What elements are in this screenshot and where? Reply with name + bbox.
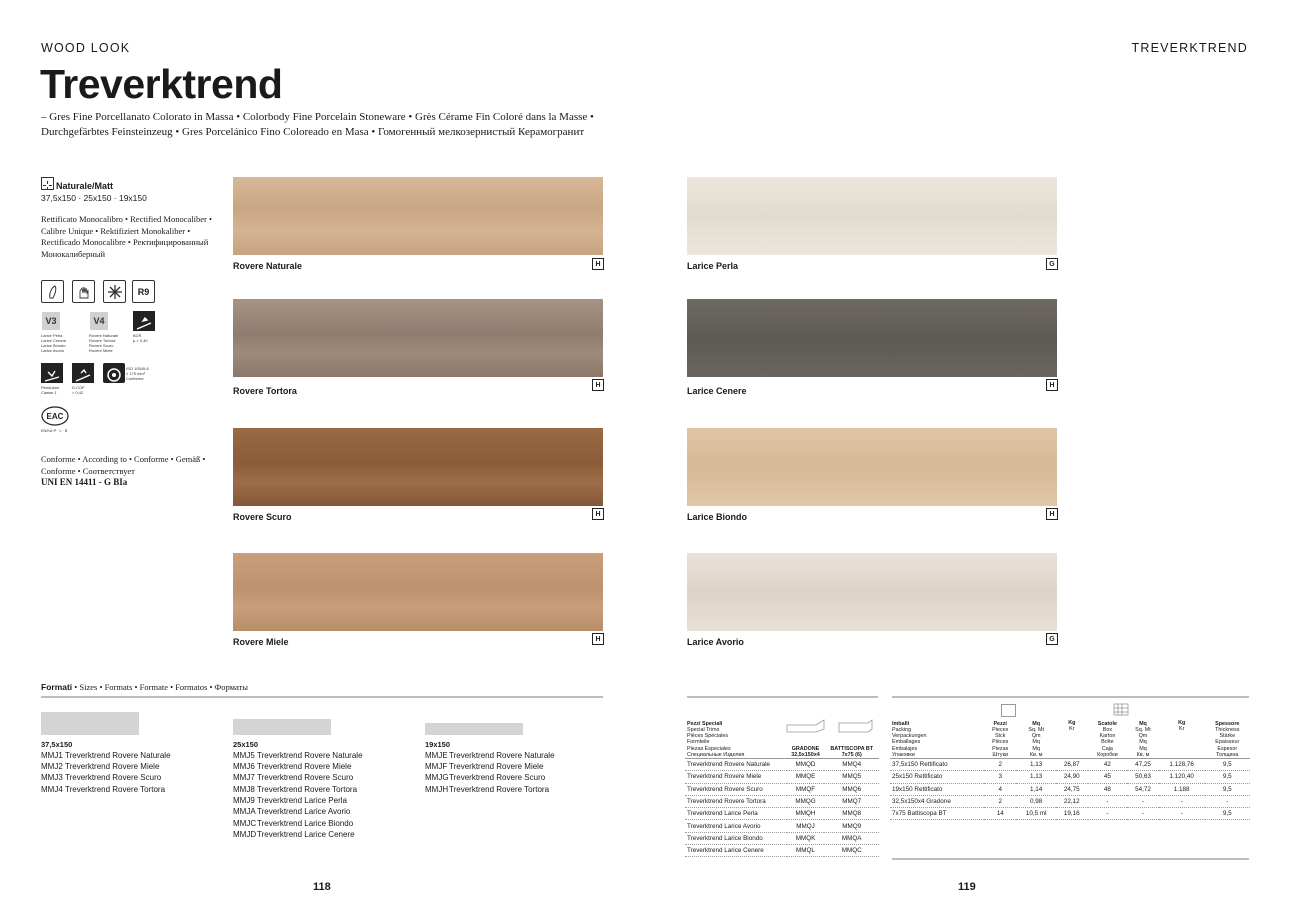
dcof-caption: D-COF > 0,42 <box>72 385 85 395</box>
table-row: 37,5x150 Rettificato 2 1,13 26,87 42 47,25 1.128,76 9,5 <box>890 759 1250 771</box>
format-size: 19x150 <box>425 740 451 749</box>
format-item: MMJ9 Treverktrend Larice Perla <box>233 796 347 805</box>
box-kg-header: Kg Kr <box>1159 716 1205 759</box>
special-pieces-header: Pezzi Speciali Special Trims Pièces Spéciales Formteile Piezas Especiales Специальные Изделия <box>685 716 787 759</box>
size-swatch <box>233 719 331 735</box>
grade-badge: H <box>592 633 604 645</box>
tile-name: Larice Cenere <box>687 386 747 396</box>
pendulum-icon <box>41 363 63 383</box>
format-item: MMJ1 Treverktrend Rovere Naturale <box>41 751 171 760</box>
box-sqm-header: Mq Sq. Mt Qm Mq Mq Кв. м <box>1127 716 1159 759</box>
v3-list: Larice Perla Larice Cenere Larice Biondo Larice Avorio <box>41 333 67 353</box>
sqm-header: Mq Sq. Mt Qm Mq Mq Кв. м <box>1016 716 1056 759</box>
bcr-icon <box>133 311 155 331</box>
hand-care-icon <box>72 280 95 303</box>
pendulum-caption: Pendulum Classe 1 <box>41 385 60 395</box>
tile-name: Rovere Miele <box>233 637 289 647</box>
grade-badge: H <box>592 508 604 520</box>
tile-image-rovere-naturale <box>233 177 603 255</box>
svg-text:EAC: EAC <box>46 412 64 421</box>
norm-label: UNI EN 14411 - G BIa <box>41 477 128 487</box>
rectified-icon <box>41 177 54 190</box>
format-item: MMJD Treverktrend Larice Cenere <box>233 830 355 839</box>
tile-image-larice-biondo <box>687 428 1057 506</box>
battiscopa-header: BATTISCOPA BT 7x75 (6) <box>824 716 879 759</box>
table-row: Treverktrend Rovere Naturale MMQD MMQ4 <box>685 759 879 771</box>
table-row: 32,5x150x4 Gradone 2 0,98 22,12 - - - - <box>890 795 1250 807</box>
table-row: 7x75 Battiscopa BT 14 10,5 ml 19,16 - - - 9,5 <box>890 808 1250 820</box>
tile-image-larice-avorio <box>687 553 1057 631</box>
tile-name: Rovere Naturale <box>233 261 303 271</box>
format-item: MMJ5 Treverktrend Rovere Naturale <box>233 751 363 760</box>
table-row: Treverktrend Larice Biondo MMQK MMQA <box>685 832 879 844</box>
iso-caption: ISO 10545-6 ≤ 175 mm³ Conforme <box>126 366 149 381</box>
table-header-row <box>685 716 879 759</box>
tile-image-larice-cenere <box>687 299 1057 377</box>
tile-image-larice-perla <box>687 177 1057 255</box>
v4-icon: V4 <box>90 312 108 330</box>
bcr-caption: BCR µ > 0,40 <box>133 333 148 343</box>
foot-traffic-icon <box>41 280 64 303</box>
table-row: 19x150 Rettificato 4 1,14 24,75 48 54,72 1.188 9,5 <box>890 783 1250 795</box>
table-row: Treverktrend Larice Perla MMQH MMQ8 <box>685 808 879 820</box>
dcof-icon <box>72 363 94 383</box>
packing-divider <box>892 696 1249 698</box>
tile-name: Larice Biondo <box>687 512 748 522</box>
format-item: MMJC Treverktrend Larice Biondo <box>233 819 354 828</box>
slip-rating-badge: R9 <box>132 280 155 303</box>
grade-badge: H <box>592 258 604 270</box>
format-item: MMJA Treverktrend Larice Avorio <box>233 807 351 816</box>
conformity-text: Conforme • According to • Conforme • Gemäß • Conforme • Соответствует <box>41 454 206 476</box>
sizes-label: 37,5x150 · 25x150 · 19x150 <box>41 193 147 203</box>
size-swatch <box>425 723 523 735</box>
page-number-left: 118 <box>313 881 331 893</box>
size-swatch <box>41 712 139 735</box>
tile-image-rovere-tortora <box>233 299 603 377</box>
format-item: MMJ4 Treverktrend Rovere Tortora <box>41 785 166 794</box>
grade-badge: G <box>1046 633 1058 645</box>
formats-heading-bold: Formati <box>41 682 73 692</box>
v3-icon: V3 <box>42 312 60 330</box>
table-row: Treverktrend Larice Cenere MMQL MMQC <box>685 845 879 857</box>
tile-name: Rovere Tortora <box>233 386 297 396</box>
packing-bottom-rule <box>892 858 1249 860</box>
eac-certification-icon <box>41 406 69 431</box>
format-item: MMJ7 Treverktrend Rovere Scuro <box>233 773 354 782</box>
thickness-header: Spessore Thickness Stärke Epaisseur Espesor Толщина <box>1205 716 1250 759</box>
table-row: 25x150 Rettificato 3 1,13 24,90 45 50,63 1.120,40 9,5 <box>890 771 1250 783</box>
packing-table <box>890 716 1250 820</box>
formats-heading-rest: • Sizes • Formats • Formate • Formatos • Форматы <box>72 682 248 692</box>
grade-badge: H <box>1046 508 1058 520</box>
grade-badge: H <box>592 379 604 391</box>
tile-image-rovere-miele <box>233 553 603 631</box>
boxes-header: Scatole Box Karton Boîte Caja Коробки <box>1088 716 1127 759</box>
table-row: Treverktrend Rovere Miele MMQE MMQ5 <box>685 771 879 783</box>
format-item: MMJ6 Treverktrend Rovere Miele <box>233 762 352 771</box>
special-pieces-divider <box>687 696 878 698</box>
table-row: Treverktrend Larice Avorio MMQJ MMQ9 <box>685 820 879 832</box>
formats-divider <box>41 696 603 698</box>
pieces-header: Pezzi Pieces Stck Pièces Piezas Штуки <box>984 716 1016 759</box>
format-item: MMJE Treverktrend Rovere Naturale <box>425 751 555 760</box>
format-size: 37,5x150 <box>41 740 73 749</box>
finish-label: Naturale/Matt <box>56 181 114 191</box>
page-number-right: 119 <box>958 881 976 893</box>
format-item: MMJ8 Treverktrend Rovere Tortora <box>233 785 358 794</box>
gradone-header: GRADONE 32,5x150x4 <box>787 716 825 759</box>
eac-caption: EN/KA·P · L · B <box>41 429 68 433</box>
tile-name: Larice Perla <box>687 261 739 271</box>
table-row: Treverktrend Rovere Tortora MMQG MMQ7 <box>685 795 879 807</box>
format-item: MMJ3 Treverktrend Rovere Scuro <box>41 773 162 782</box>
table-row: Treverktrend Rovere Scuro MMQF MMQ6 <box>685 783 879 795</box>
special-pieces-table <box>685 716 879 857</box>
table-header-row <box>890 716 1250 759</box>
kg-header: Kg Kr <box>1056 716 1088 759</box>
frost-resistant-icon <box>103 280 126 303</box>
category-label: WOOD LOOK <box>41 41 131 55</box>
format-item: MMJF Treverktrend Rovere Miele <box>425 762 544 771</box>
subtitle-line-1: – Gres Fine Porcellanato Colorato in Massa • Colorbody Fine Porcelain Stoneware • Grès Cérame Fin Coloré dans la Masse • <box>41 111 594 123</box>
formats-heading <box>41 682 248 692</box>
grade-badge: H <box>1046 379 1058 391</box>
format-item: MMJG Treverktrend Rovere Scuro <box>425 773 546 782</box>
page-title: Treverktrend <box>40 61 283 107</box>
tile-image-rovere-scuro <box>233 428 603 506</box>
v4-list: Rovere Naturale Rovere Tortora Rovere Scuro Rovere Miele <box>89 333 119 353</box>
subtitle <box>41 110 621 140</box>
tile-name: Rovere Scuro <box>233 512 292 522</box>
abrasion-icon <box>103 363 125 383</box>
series-label: TREVERKTREND <box>1131 41 1248 55</box>
format-size: 25x150 <box>233 740 259 749</box>
format-item: MMJH Treverktrend Rovere Tortora <box>425 785 550 794</box>
grade-badge: G <box>1046 258 1058 270</box>
subtitle-line-2: Durchgefärbtes Feinsteinzeug • Gres Porcelánico Fino Coloreado en Masa • Гомогенный мелкозернистый Керамогранит <box>41 126 585 138</box>
tile-name: Larice Avorio <box>687 637 744 647</box>
packing-header: Imballi Packing Verpackungen Emballages Embalajes Упаковки <box>890 716 984 759</box>
calibration-text: Rettificato Monocalibro • Rectified Monocaliber • Calibre Unique • Rektifiziert Monokaliber • Rectificado Monocalibre • Ректифицированный Монокалиберный <box>41 214 212 259</box>
format-item: MMJ2 Treverktrend Rovere Miele <box>41 762 160 771</box>
